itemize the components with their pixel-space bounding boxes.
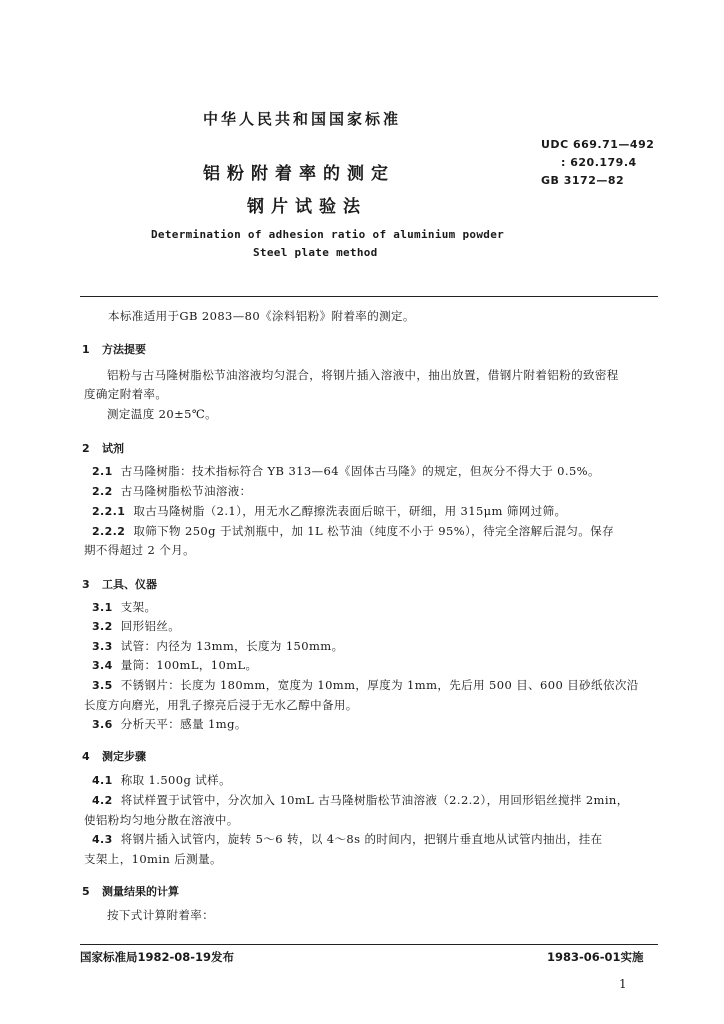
clause-text: 取筛下物 250g 于试剂瓶中，加 1L 松节油（纯度不小于 95%），待完全溶解后混匀。保存: [133, 524, 614, 538]
section-title: 工具、仪器: [102, 578, 157, 591]
clause: [92, 676, 639, 695]
effective-date: 1983-06-01实施: [547, 950, 644, 964]
udc-code-continued: : 620.179.4: [561, 156, 637, 169]
clause: [92, 715, 247, 734]
clause-number: 3.6: [92, 718, 113, 731]
section-heading: [82, 883, 179, 899]
paragraph-line: 长度方向磨光，用乳子擦亮后浸于无水乙醇中备用。: [84, 698, 358, 712]
gb-number: GB 3172—82: [541, 174, 625, 187]
udc-code: UDC 669.71—492: [541, 138, 655, 151]
header-divider: [80, 296, 658, 297]
paragraph-line: 测定温度 20±5℃。: [107, 407, 218, 421]
issue-date: 国家标准局1982-08-19发布: [80, 950, 235, 964]
scope-statement: 本标准适用于GB 2083—80《涂料铝粉》附着率的测定。: [108, 309, 415, 323]
clause-number: 2.2.1: [92, 505, 126, 518]
section-number: 5: [82, 885, 90, 898]
clause-text: 不锈钢片：长度为 180mm，宽度为 10mm，厚度为 1mm，先后用 500 目、600 目砂纸依次沿: [120, 678, 639, 692]
clause-text: 试管：内径为 13mm，长度为 150mm。: [120, 639, 344, 653]
document-title: 铝粉附着率的测定: [203, 164, 395, 184]
section-heading: [82, 341, 146, 357]
clause-number: 4.1: [92, 774, 113, 787]
section-title: 测量结果的计算: [102, 885, 179, 898]
clause-text: 将试样置于试管中，分次加入 10mL 古马隆树脂松节油溶液（2.2.2），用回形铝丝搅拌 2min，: [120, 793, 629, 807]
section-title: 试剂: [102, 442, 124, 455]
clause-text: 支架。: [120, 600, 157, 614]
section-number: 2: [82, 442, 90, 455]
clause-text: 量筒：100mL，10mL。: [120, 658, 258, 672]
paragraph-line: 铝粉与古马隆树脂松节油溶液均匀混合，将钢片插入溶液中，抽出放置，借钢片附着铝粉的致密程: [107, 368, 619, 382]
clause: [92, 598, 156, 617]
section-heading: [82, 748, 146, 764]
clause-text: 分析天平：感量 1mg。: [120, 717, 247, 731]
section-number: 4: [82, 750, 90, 763]
english-title: Determination of adhesion ratio of aluminium powder: [151, 228, 505, 241]
document-subtitle: 钢片试验法: [247, 197, 367, 217]
clause: [92, 482, 252, 501]
clause: [92, 502, 566, 521]
clause-number: 3.5: [92, 679, 113, 692]
clause: [92, 462, 600, 481]
standard-org-title: 中华人民共和国国家标准: [203, 110, 402, 128]
paragraph-line: 度确定附着率。: [84, 387, 168, 401]
clause-text: 回形铝丝。: [120, 619, 181, 633]
clause-number: 2.2: [92, 485, 113, 498]
clause-text: 取古马隆树脂（2.1），用无水乙醇擦洗表面后晾干，研细，用 315μm 筛网过筛。: [133, 504, 567, 518]
clause-text: 古马隆树脂：技术指标符合 YB 313—64《固体古马隆》的规定，但灰分不得大于 0.5%。: [120, 464, 600, 478]
clause-text: 称取 1.500g 试样。: [120, 773, 231, 787]
paragraph-line: 按下式计算附着率：: [107, 908, 215, 922]
paragraph-line: 期不得超过 2 个月。: [84, 543, 196, 557]
clause-text: 古马隆树脂松节油溶液：: [120, 484, 252, 498]
clause: [92, 522, 614, 541]
clause-number: 3.2: [92, 620, 113, 633]
clause: [92, 791, 629, 810]
section-number: 1: [82, 343, 90, 356]
clause: [92, 771, 231, 790]
english-subtitle: Steel plate method: [253, 246, 378, 259]
clause-number: 2.2.2: [92, 525, 126, 538]
clause-number: 4.3: [92, 833, 113, 846]
clause-number: 2.1: [92, 465, 113, 478]
clause-number: 3.3: [92, 640, 113, 653]
section-heading: [82, 440, 124, 456]
clause: [92, 617, 180, 636]
footer-divider: [80, 944, 658, 945]
paragraph-line: 支架上，10min 后测量。: [84, 852, 222, 866]
paragraph-line: 使铝粉均匀地分散在溶液中。: [84, 813, 239, 827]
clause-number: 3.4: [92, 659, 113, 672]
clause: [92, 637, 344, 656]
clause: [92, 830, 602, 849]
clause-number: 4.2: [92, 794, 113, 807]
section-number: 3: [82, 578, 90, 591]
clause-text: 将钢片插入试管内，旋转 5～6 转，以 4～8s 的时间内，把钢片垂直地从试管内抽出，挂在: [120, 832, 603, 846]
clause: [92, 656, 257, 675]
section-title: 方法提要: [102, 343, 146, 356]
page-number: 1: [619, 977, 627, 991]
clause-number: 3.1: [92, 601, 113, 614]
section-heading: [82, 576, 157, 592]
section-title: 测定步骤: [102, 750, 146, 763]
